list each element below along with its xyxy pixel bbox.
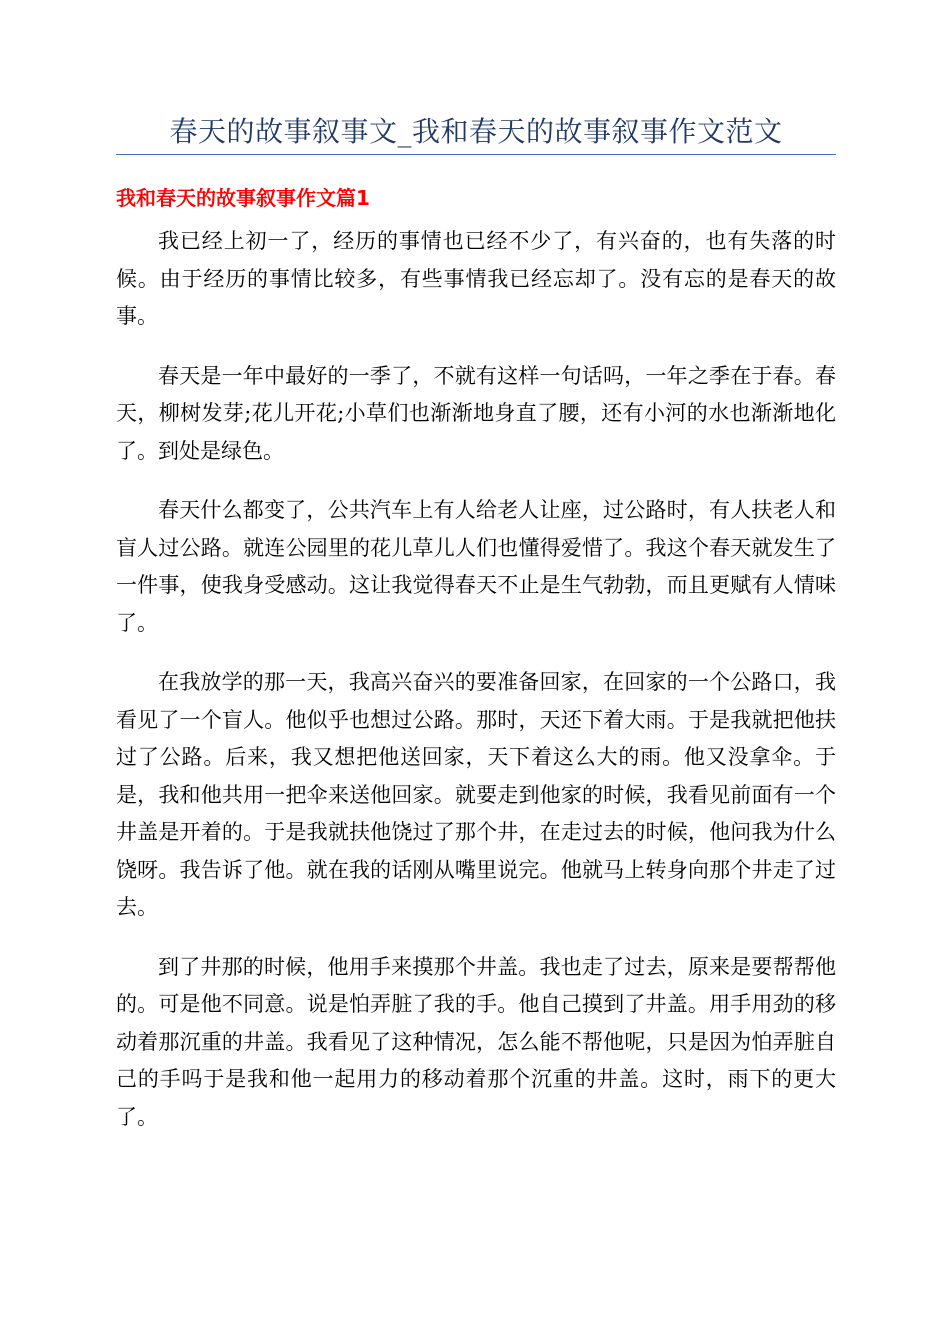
section-heading: 我和春天的故事叙事作文篇1: [116, 186, 370, 210]
paragraph-4: 在我放学的那一天，我高兴奋兴的要准备回家，在回家的一个公路口，我看见了一个盲人。他似乎也想过公路。那时，天还下着大雨。于是我就把他扶过了公路。后来，我又想把他送回家，天下着这么大的雨。他又没拿伞。于是，我和他共用一把伞来送他回家。就要走到他家的时候，我看见前面有一个井盖是开着的。于是我就扶他饶过了那个井，在走过去的时候，他问我为什么饶呀。我告诉了他。就在我的话刚从嘴里说完。他就马上转身向那个井走了过去。: [116, 670, 836, 919]
paragraph-1: 我已经上初一了，经历的事情也已经不少了，有兴奋的，也有失落的时候。由于经历的事情比较多，有些事情我已经忘却了。没有忘的是春天的故事。: [116, 229, 836, 328]
paragraph-5: 到了井那的时候，他用手来摸那个井盖。我也走了过去，原来是要帮帮他的。可是他不同意。说是怕弄脏了我的手。他自己摸到了井盖。用手用劲的移动着那沉重的井盖。我看见了这种情况，怎么能不帮他呢，只是因为怕弄脏自己的手吗于是我和他一起用力的移动着那个沉重的井盖。这时，雨下的更大了。: [116, 954, 836, 1129]
page-title: 春天的故事叙事文_我和春天的故事叙事作文范文: [169, 115, 783, 148]
paragraph-3: 春天什么都变了，公共汽车上有人给老人让座，过公路时，有人扶老人和盲人过公路。就连公园里的花儿草儿人们也懂得爱惜了。我这个春天就发生了一件事，使我身受感动。这让我觉得春天不止是生气勃勃，而且更赋有人情味了。: [116, 498, 836, 635]
paragraph-2: 春天是一年中最好的一季了，不就有这样一句话吗，一年之季在于春。春天，柳树发芽;花儿开花;小草们也渐渐地身直了腰，还有小河的水也渐渐地化了。到处是绿色。: [116, 363, 836, 463]
article-body: [116, 223, 836, 1158]
title-divider: [116, 154, 836, 155]
